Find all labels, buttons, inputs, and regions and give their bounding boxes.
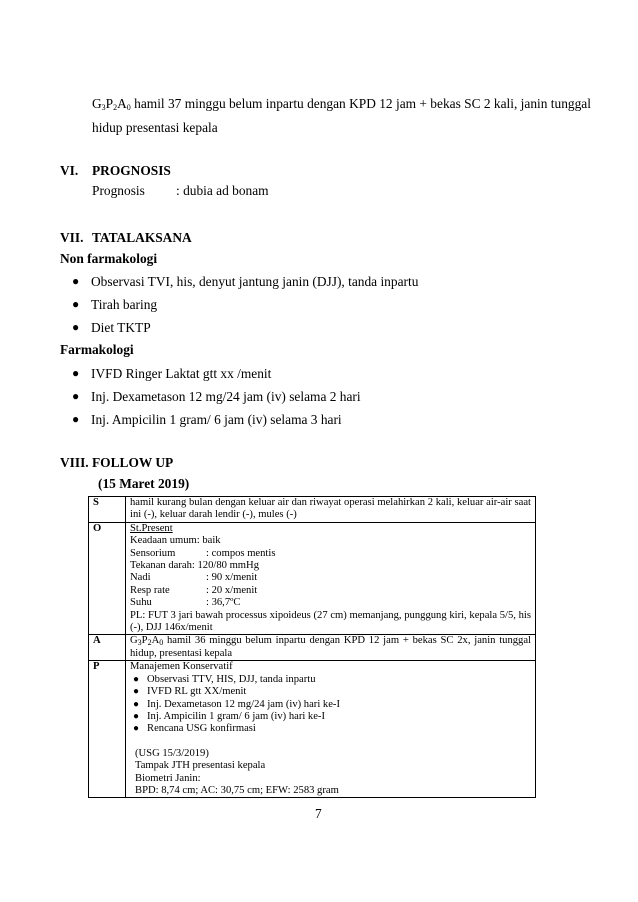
sensorium-row [130, 548, 531, 560]
soap-plan [126, 661, 536, 798]
soap-row-p [89, 661, 536, 798]
bullet-icon: ● [72, 366, 80, 380]
abortus-count: 0 [126, 103, 131, 112]
plan-item-text: Inj. Ampicilin 1 gram/ 6 jam (iv) hari ke-I [147, 710, 325, 722]
soap-key-p: P [89, 661, 126, 798]
bullet-icon: ● [133, 673, 140, 685]
page-number: 7 [315, 806, 322, 821]
diagnosis-line-2: hidup presentasi kepala [92, 120, 218, 135]
bullet-icon: ● [72, 297, 80, 311]
section-heading-tatalaksana: TATALAKSANA [92, 230, 192, 245]
para-count: 2 [113, 103, 118, 112]
bullet-icon: ● [133, 698, 140, 710]
plan-item [130, 711, 531, 723]
usg-finding: Tampak JTH presentasi kepala [135, 760, 266, 772]
sensorium-label: Sensorium [130, 547, 176, 559]
plan-item-text: Observasi TTV, HIS, DJJ, tanda inpartu [147, 673, 316, 685]
nadi-row [130, 572, 531, 584]
list-item-text: Inj. Dexametason 12 mg/24 jam (iv) selama 2 hari [91, 389, 361, 404]
plan-item [130, 723, 531, 735]
suhu-label: Suhu [130, 597, 152, 609]
plan-item-text: IVFD RL gtt XX/menit [147, 686, 247, 698]
usg-biometri-title: Biometri Janin: [135, 772, 201, 784]
bullet-icon: ● [72, 412, 80, 426]
abortus-count: 0 [159, 638, 164, 648]
resp-row [130, 585, 531, 597]
plan-item-text: Inj. Dexametason 12 mg/24 jam (iv) hari ke-I [147, 698, 340, 710]
bullet-icon: ● [72, 274, 80, 288]
prognosis-label: Prognosis [92, 183, 145, 198]
bullet-icon: ● [72, 389, 80, 403]
soap-row-s [89, 497, 536, 523]
diagnosis-text: hamil 37 minggu belum inpartu dengan KPD 12 jam + bekas SC 2 kali, janin tunggal [130, 96, 591, 111]
list-item-text: IVFD Ringer Laktat gtt xx /menit [91, 366, 272, 381]
soap-key-a: A [89, 635, 126, 661]
subjective-text: hamil kurang bulan dengan keluar air dan riwayat operasi melahirkan 2 kali, keluar air-air saat ini (-), keluar darah lendir (-), mules (-) [130, 497, 531, 521]
follow-up-date: (15 Maret 2019) [98, 476, 190, 491]
para-letter: P [141, 635, 148, 647]
pemeriksaan-luar: PL: FUT 3 jari bawah processus xipoideus (27 cm) memanjang, punggung kiri, kepala 5/5, his (-), DJJ 146x/menit [130, 609, 531, 634]
resp-value: : 20 x/menit [206, 584, 258, 596]
plan-item [130, 699, 531, 711]
plan-item [130, 686, 531, 698]
section-heading-follow-up: FOLLOW UP [92, 455, 174, 470]
non-farmakologi-title: Non farmakologi [60, 251, 158, 266]
keadaan-umum: Keadaan umum: baik [130, 535, 221, 547]
bullet-icon: ● [133, 723, 140, 735]
usg-biometri-values: BPD: 8,74 cm; AC: 30,75 cm; EFW: 2583 gram [135, 784, 339, 796]
section-number-viii: VIII. [60, 455, 89, 470]
plan-title: Manajemen Konservatif [130, 661, 233, 673]
gravida-count: 3 [101, 103, 106, 112]
section-heading-prognosis: PROGNOSIS [92, 163, 171, 178]
soap-objective [126, 522, 536, 635]
usg-date: (USG 15/3/2019) [135, 747, 209, 759]
farmakologi-title: Farmakologi [60, 342, 134, 357]
soap-row-o [89, 522, 536, 635]
bullet-icon: ● [72, 320, 80, 334]
gravida-count: 3 [137, 638, 142, 648]
tekanan-darah: Tekanan darah: 120/80 mmHg [130, 560, 259, 572]
bullet-icon: ● [133, 710, 140, 722]
suhu-value: : 36,7ºC [206, 597, 241, 609]
plan-item-text: Rencana USG konfirmasi [147, 723, 256, 735]
para-count: 2 [147, 638, 152, 648]
nadi-label: Nadi [130, 572, 151, 584]
abortus-letter: A [117, 96, 127, 111]
resp-label: Resp rate [130, 584, 170, 596]
list-item-text: Inj. Ampicilin 1 gram/ 6 jam (iv) selama 3 hari [91, 412, 342, 427]
status-present-title: St.Present [130, 522, 173, 534]
spacer [130, 736, 531, 748]
soap-assessment [126, 635, 536, 661]
gravida-letter: G [130, 635, 138, 647]
nadi-value: : 90 x/menit [206, 572, 258, 584]
list-item-text: Tirah baring [91, 297, 158, 312]
plan-item [130, 674, 531, 686]
suhu-row [130, 597, 531, 609]
sensorium-value: : compos mentis [206, 547, 276, 559]
soap-table [88, 496, 536, 798]
gravida-letter: G [92, 96, 102, 111]
soap-subjective [126, 497, 536, 523]
list-item-text: Diet TKTP [91, 320, 151, 335]
assessment-text [130, 635, 531, 660]
soap-row-a [89, 635, 536, 661]
list-item-text: Observasi TVI, his, denyut jantung janin (DJJ), tanda inpartu [91, 274, 419, 289]
section-number-vi: VI. [60, 163, 79, 178]
diagnosis-line-1 [92, 96, 591, 112]
soap-key-o: O [89, 522, 126, 635]
soap-key-s: S [89, 497, 126, 523]
bullet-icon: ● [133, 686, 140, 698]
para-letter: P [105, 96, 114, 111]
assessment-rest: hamil 36 minggu belum inpartu dengan KPD 12 jam + bekas SC 2x, janin tunggal hidup, presentasi kepala [130, 635, 531, 659]
abortus-letter: A [151, 635, 160, 647]
section-number-vii: VII. [60, 230, 84, 245]
prognosis-value: : dubia ad bonam [176, 183, 269, 198]
